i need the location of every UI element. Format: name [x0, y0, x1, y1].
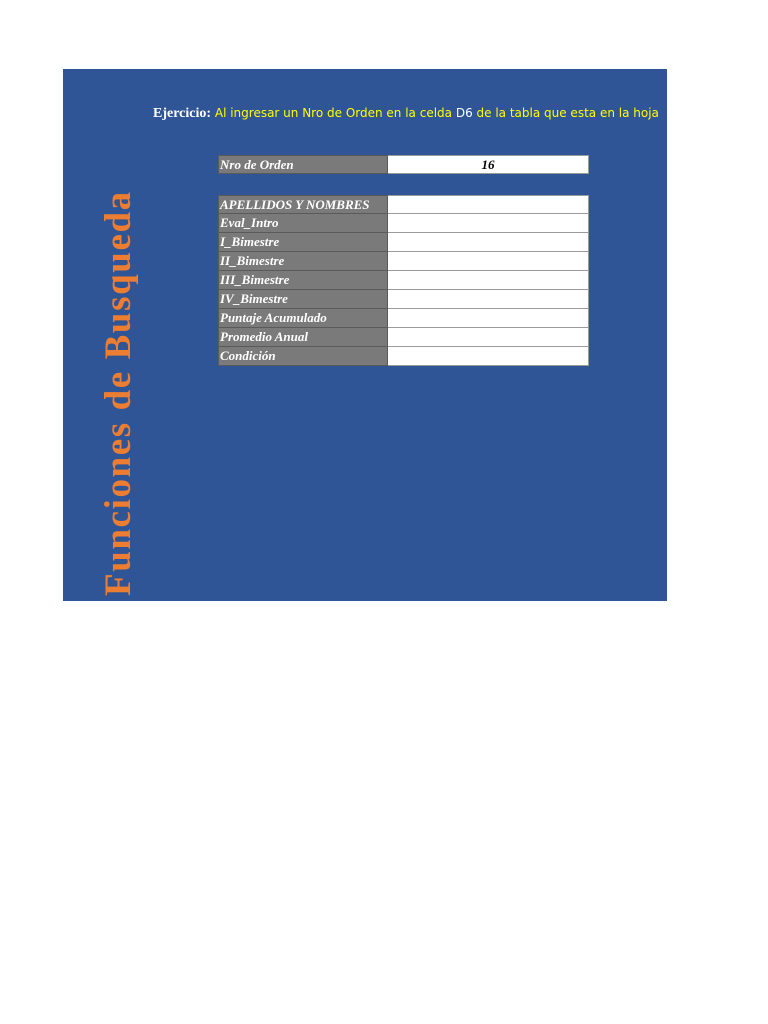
field-label-cell[interactable]: III_Bimestre	[218, 271, 388, 290]
field-value-cell[interactable]	[388, 233, 589, 252]
exercise-cell-ref: D6	[455, 106, 473, 120]
field-row-iv-bimestre	[218, 290, 589, 309]
field-label-cell[interactable]: II_Bimestre	[218, 252, 388, 271]
field-row-iii-bimestre	[218, 271, 589, 290]
exercise-label: Ejercicio:	[153, 106, 212, 121]
lookup-value-cell[interactable]: 16	[388, 155, 589, 174]
field-label-cell[interactable]: Eval_Intro	[218, 214, 388, 233]
field-value-cell[interactable]	[388, 214, 589, 233]
field-label-cell[interactable]: I_Bimestre	[218, 233, 388, 252]
field-row-apellidos	[218, 195, 589, 214]
field-label-cell[interactable]: Condición	[218, 347, 388, 366]
field-value-cell[interactable]	[388, 309, 589, 328]
field-row-promedio-anual	[218, 328, 589, 347]
field-label-cell[interactable]: APELLIDOS Y NOMBRES	[218, 195, 388, 214]
field-value-cell[interactable]	[388, 347, 589, 366]
field-value-cell[interactable]	[388, 290, 589, 309]
exercise-instruction	[153, 104, 667, 123]
field-value-cell[interactable]	[388, 271, 589, 290]
field-label-cell[interactable]: Puntaje Acumulado	[218, 309, 388, 328]
field-row-i-bimestre	[218, 233, 589, 252]
field-row-condicion	[218, 347, 589, 366]
lookup-label-cell[interactable]: Nro de Orden	[218, 155, 388, 174]
field-value-cell[interactable]	[388, 252, 589, 271]
field-value-cell[interactable]	[388, 328, 589, 347]
field-value-cell[interactable]	[388, 195, 589, 214]
field-label-cell[interactable]: Promedio Anual	[218, 328, 388, 347]
lookup-row	[218, 155, 589, 174]
field-row-puntaje-acumulado	[218, 309, 589, 328]
exercise-text-part2: de la tabla que esta en la hoja	[472, 106, 659, 120]
vertical-title: Funciones de Busqueda	[98, 190, 139, 596]
field-row-eval-intro	[218, 214, 589, 233]
exercise-text-part1: Al ingresar un Nro de Orden en la celda	[211, 106, 456, 120]
field-row-ii-bimestre	[218, 252, 589, 271]
field-label-cell[interactable]: IV_Bimestre	[218, 290, 388, 309]
